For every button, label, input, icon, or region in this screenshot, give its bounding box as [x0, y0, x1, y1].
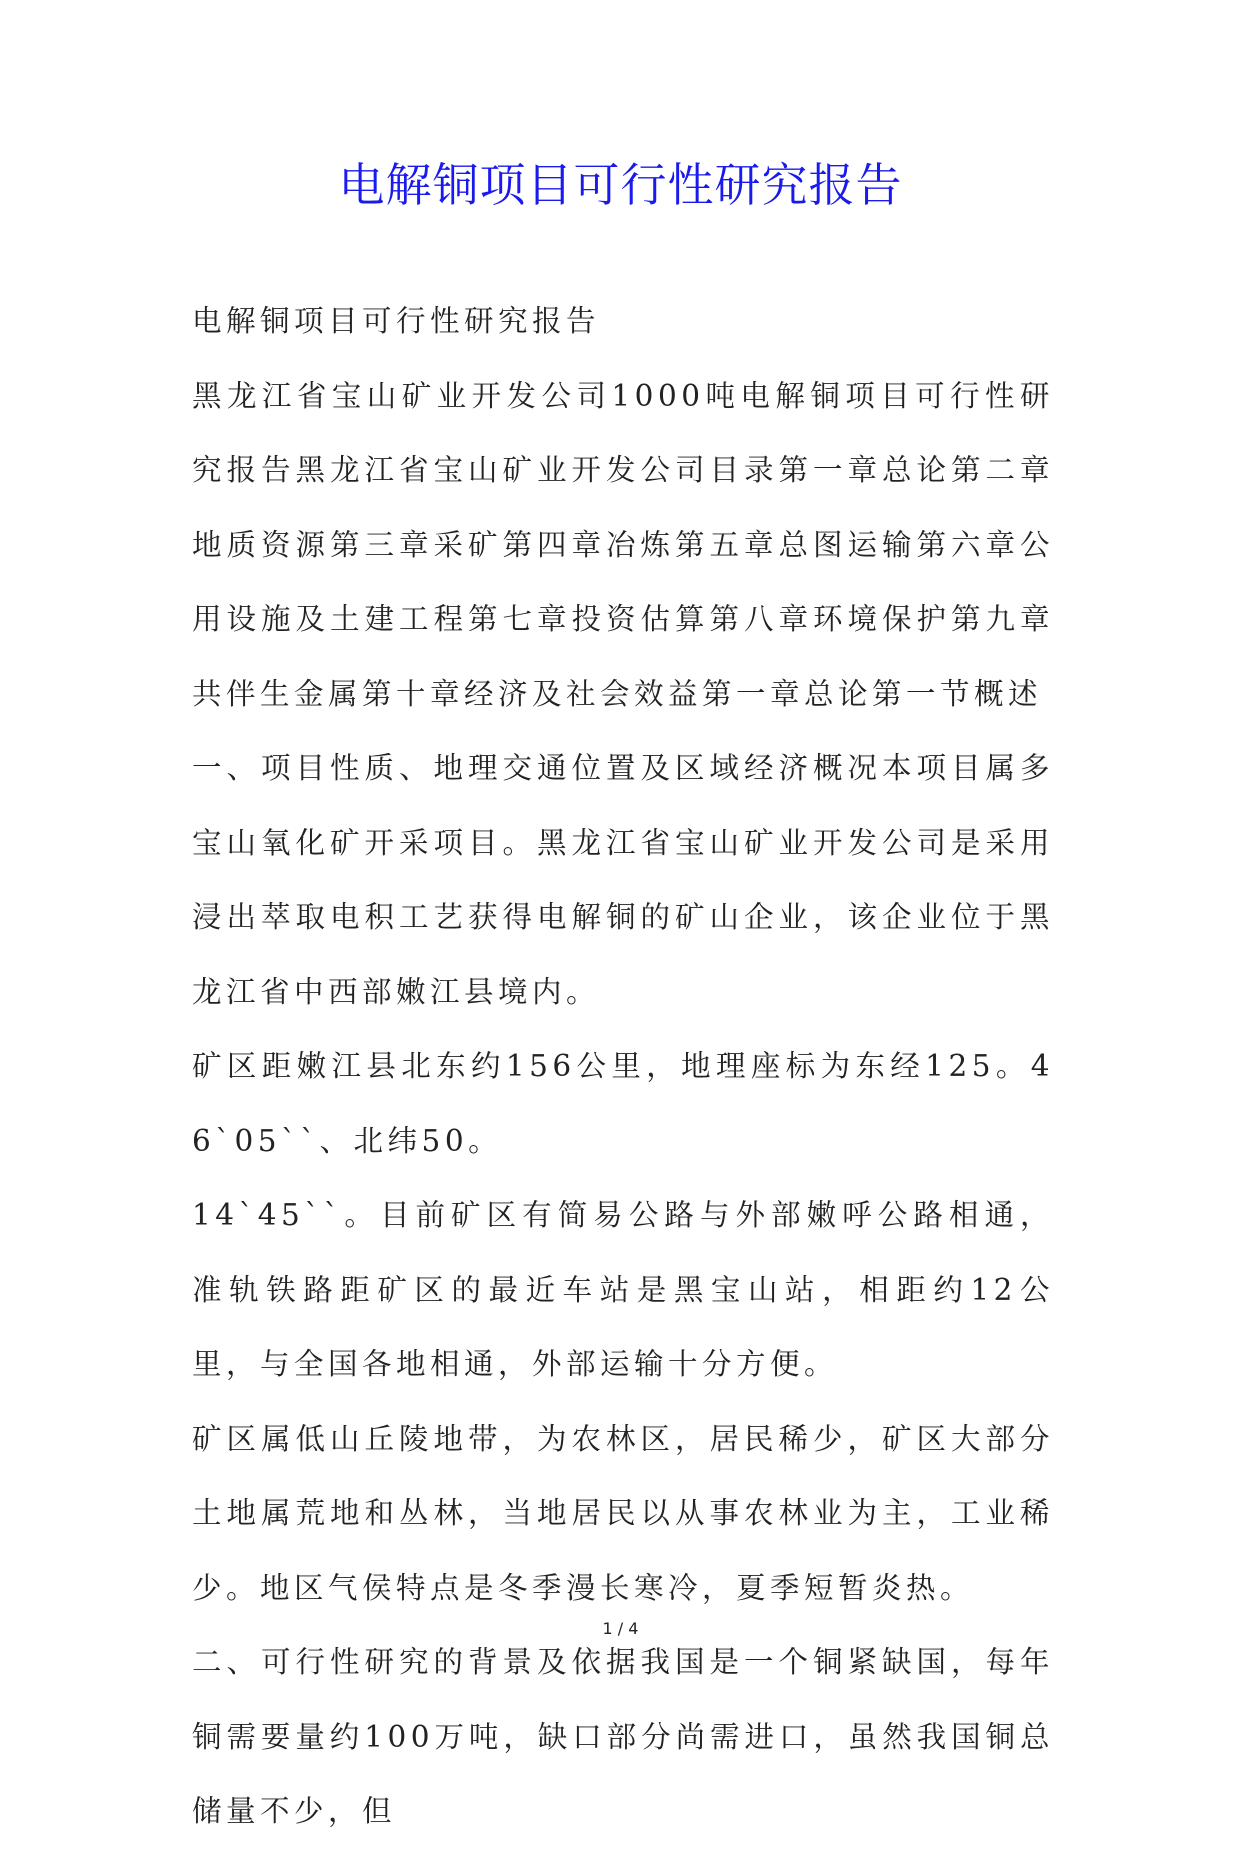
- paragraph: 黑龙江省宝山矿业开发公司1000吨电解铜项目可行性研究报告黑龙江省宝山矿业开发公司目录第一章总论第二章地质资源第三章采矿第四章冶炼第五章总图运输第六章公用设施及土建工程第七章投资估算第八章环境保护第九章共伴生金属第十章经济及社会效益第一章总论第一节概述: [192, 378, 1054, 711]
- paragraph: 一、项目性质、地理交通位置及区域经济概况本项目属多宝山氧化矿开采项目。黑龙江省宝山矿业开发公司是采用浸出萃取电积工艺获得电解铜的矿山企业，该企业位于黑龙江省中西部嫩江县境内。: [192, 751, 1054, 1009]
- document-title: 电解铜项目可行性研究报告: [338, 158, 903, 212]
- document-body: [192, 284, 1054, 1849]
- paragraph: 二、可行性研究的背景及依据我国是一个铜紧缺国，每年铜需要量约100万吨，缺口部分尚需进口，虽然我国铜总储量不少，但: [192, 1645, 1054, 1828]
- paragraph: 矿区距嫩江县北东约156公里，地理座标为东经125。46`05``、北纬50。: [192, 1049, 1054, 1158]
- paragraph: 电解铜项目可行性研究报告: [192, 304, 601, 338]
- paragraph: 矿区属低山丘陵地带，为农林区，居民稀少，矿区大部分土地属荒地和丛林，当地居民以从事农林业为主，工业稀少。地区气侯特点是冬季漫长寒冷，夏季短暂炎热。: [192, 1421, 1054, 1605]
- page-number: 1 / 4: [602, 1619, 639, 1638]
- paragraph: 14`45``。目前矿区有简易公路与外部嫩呼公路相通，准轨铁路距矿区的最近车站是黑宝山站，相距约12公里，与全国各地相通，外部运输十分方便。: [192, 1198, 1054, 1381]
